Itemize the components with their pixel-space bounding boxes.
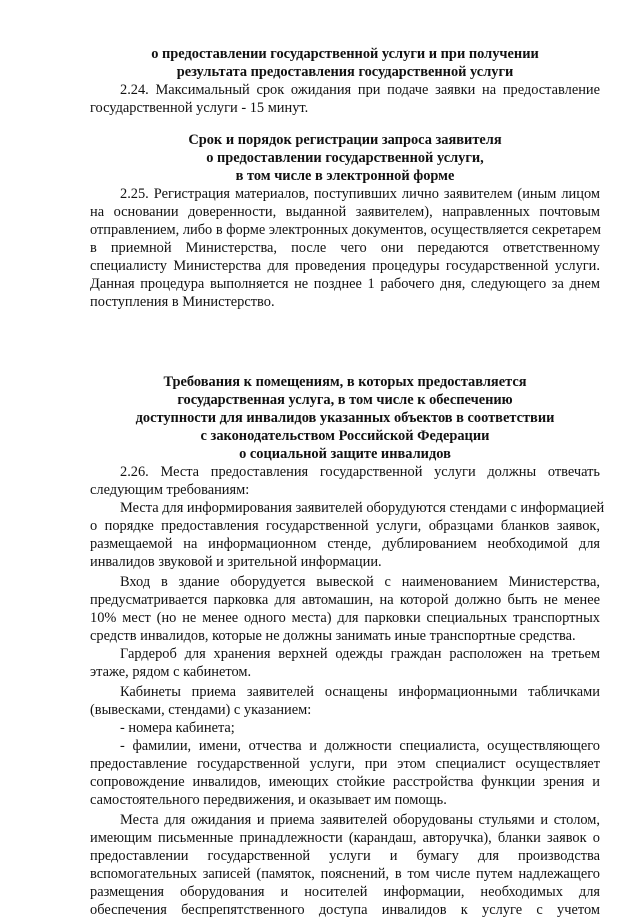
section-heading-line: результата предоставления государственной услуги bbox=[176, 64, 514, 80]
paragraph-line: специалисту Министерства для проведения процедуры государственной услуги. bbox=[90, 258, 600, 274]
paragraph-line: в приемной Министерства, после чего они передаются ответственному bbox=[90, 240, 600, 256]
paragraph-line: размещения оборудования и носителей информации, необходимых для bbox=[90, 884, 600, 900]
paragraph-line: 2.24. Максимальный срок ожидания при подаче заявки на предоставление bbox=[120, 82, 600, 98]
paragraph-line: Вход в здание оборудуется вывеской с наименованием Министерства, bbox=[120, 574, 600, 590]
paragraph-line: инвалидов звуковой и зрительной информации. bbox=[90, 554, 382, 570]
paragraph-line: самостоятельного передвижения, и оказывает им помощь. bbox=[90, 792, 447, 808]
paragraph-line: Данная процедура выполняется не позднее 1 рабочего дня, следующего за днем bbox=[90, 276, 600, 292]
paragraph-line: средств инвалидов, которые не должны занимать иные транспортные средства. bbox=[90, 628, 576, 644]
paragraph-line: следующим требованиям: bbox=[90, 482, 250, 498]
paragraph-line: о порядке предоставления государственной услуги, образцами бланков заявок, bbox=[90, 518, 600, 534]
section-heading-line: с законодательством Российской Федерации bbox=[200, 428, 490, 444]
paragraph-line: Места для ожидания и приема заявителей оборудованы стульями и столом, bbox=[120, 812, 600, 828]
paragraph-line: государственной услуги - 15 минут. bbox=[90, 100, 309, 116]
paragraph-line: предусматривается парковка для автомашин, на которой должно быть не менее bbox=[90, 592, 600, 608]
paragraph-line: на основании доверенности, выданной заявителем), направленных почтовым bbox=[90, 204, 600, 220]
paragraph-line: (вывесками, стендами) с указанием: bbox=[90, 702, 312, 718]
paragraph-line: отправлением, либо в форме электронных документов, осуществляется секретарем bbox=[90, 222, 601, 238]
section-heading-line: государственная услуга, в том числе к обеспечению bbox=[177, 392, 513, 408]
paragraph-line: 2.26. Места предоставления государственной услуги должны отвечать bbox=[120, 464, 600, 480]
paragraph-line: поступления в Министерство. bbox=[90, 294, 275, 310]
section-heading-line: Срок и порядок регистрации запроса заявителя bbox=[188, 132, 502, 148]
list-item: - фамилии, имени, отчества и должности специалиста, осуществляющего bbox=[120, 738, 600, 754]
list-item: - номера кабинета; bbox=[120, 720, 235, 736]
section-heading-line: в том числе в электронной форме bbox=[235, 168, 455, 184]
section-heading-line: о предоставлении государственной услуги, bbox=[206, 150, 484, 166]
paragraph-line: обеспечения беспрепятственного доступа инвалидов к услуге с учетом bbox=[90, 902, 600, 918]
paragraph-line: имеющим письменные принадлежности (карандаш, авторучка), бланки заявок о bbox=[90, 830, 600, 846]
paragraph-line: Гардероб для хранения верхней одежды граждан расположен на третьем bbox=[120, 646, 600, 662]
section-heading-line: о социальной защите инвалидов bbox=[239, 446, 451, 462]
section-heading-line: Требования к помещениям, в которых предоставляется bbox=[163, 374, 527, 390]
section-heading-line: доступности для инвалидов указанных объектов в соответствии bbox=[135, 410, 555, 426]
paragraph-line: Кабинеты приема заявителей оснащены информационными табличками bbox=[120, 684, 600, 700]
paragraph-line: предоставлении государственной услуги и бумагу для производства bbox=[90, 848, 600, 864]
paragraph-line: размещаемой на информационном стенде, дублированием необходимой для bbox=[90, 536, 600, 552]
paragraph-line: этаже, рядом с кабинетом. bbox=[90, 664, 252, 680]
paragraph-line: сопровождение инвалидов, имеющих стойкие расстройства функции зрения и bbox=[90, 774, 600, 790]
paragraph-line: 2.25. Регистрация материалов, поступивших лично заявителем (иным лицом bbox=[120, 186, 600, 202]
paragraph-line: 10% мест (но не менее одного места) для парковки специальных транспортных bbox=[90, 610, 600, 626]
paragraph-line: Места для информирования заявителей оборудуются стендами с информацией bbox=[120, 500, 605, 516]
paragraph-line: вспомогательных записей (памяток, пояснений, в том числе путем надлежащего bbox=[90, 866, 600, 882]
paragraph-line: предоставление государственной услуги, при этом специалист осуществляет bbox=[90, 756, 600, 772]
section-heading-line: о предоставлении государственной услуги и при получении bbox=[151, 46, 539, 62]
